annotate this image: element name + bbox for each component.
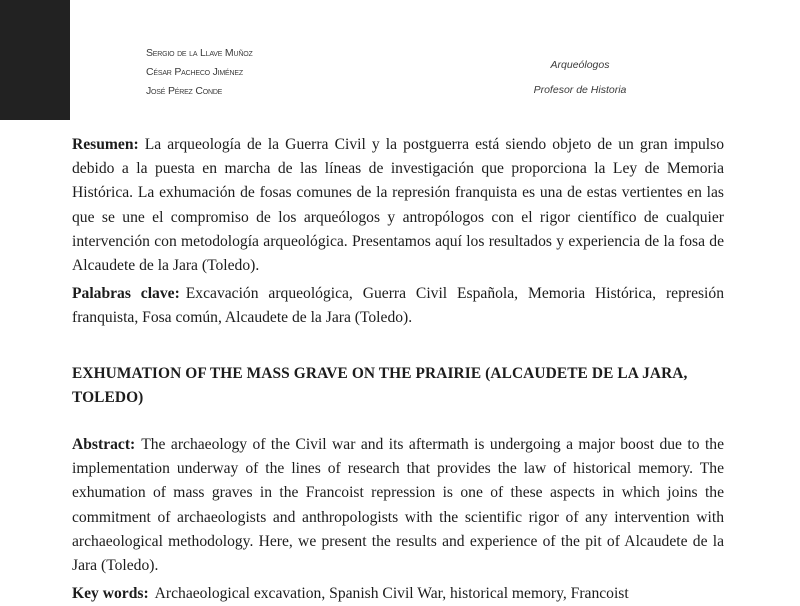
abstract-paragraph	[72, 433, 724, 578]
author-name: César Pacheco Jiménez	[146, 66, 243, 78]
palabras-clave-text: Excavación arqueológica, Guerra Civil Española, Memoria Histórica, represión franquista, Fosa común, Alcaudete de la Jara (Toledo).	[72, 285, 724, 327]
key-words-label: Key words:	[72, 585, 149, 602]
author-role: Arqueólogos	[550, 59, 610, 71]
resumen-text: La arqueología de la Guerra Civil y la postguerra está siendo objeto de un gran impulso debido a la puesta en marcha de las líneas de investigación que proporciona la Ley de Memoria Histórica. La exhumación de fosas comunes de la represión franquista es una de estas vertientes en las que se une el compromiso de los arqueólogos y antropólogos con el rigor científico de cualquier intervención con metodología arqueológica. Presentamos aquí los resultados y experiencia de la fosa de Alcaudete de la Jara (Toledo).	[72, 136, 724, 275]
author-role: Profesor de Historia	[533, 84, 627, 96]
author-list	[146, 44, 253, 101]
abstract-label: Abstract:	[72, 436, 136, 453]
author-roles	[490, 56, 670, 106]
author-name: José Pérez Conde	[146, 85, 223, 97]
english-title: EXHUMATION OF THE MASS GRAVE ON THE PRAIRIE (ALCAUDETE DE LA JARA, TOLEDO)	[72, 365, 688, 407]
author-name: Sergio de la Llave Muñoz	[146, 47, 253, 59]
key-words-paragraph	[72, 582, 724, 606]
abstract-text: The archaeology of the Civil war and its aftermath is undergoing a major boost due to the implementation underway of the lines of research that provides the law of historical memory. The exhumation of mass graves in the Francoist repression is one of these aspects in which joins the commitment of archaeologists and anthropologists with the scientific rigor of any intervention with archaeological methodology. Here, we present the results and experience of the pit of Alcaudete de la Jara (Toledo).	[72, 436, 724, 575]
resumen-paragraph	[72, 133, 724, 278]
page-corner-tab	[0, 0, 70, 120]
palabras-clave-label: Palabras clave:	[72, 285, 180, 302]
palabras-clave-paragraph	[72, 282, 724, 330]
resumen-label: Resumen:	[72, 136, 139, 153]
key-words-text: Archaeological excavation, Spanish Civil War, historical memory, Francoist	[154, 585, 629, 602]
